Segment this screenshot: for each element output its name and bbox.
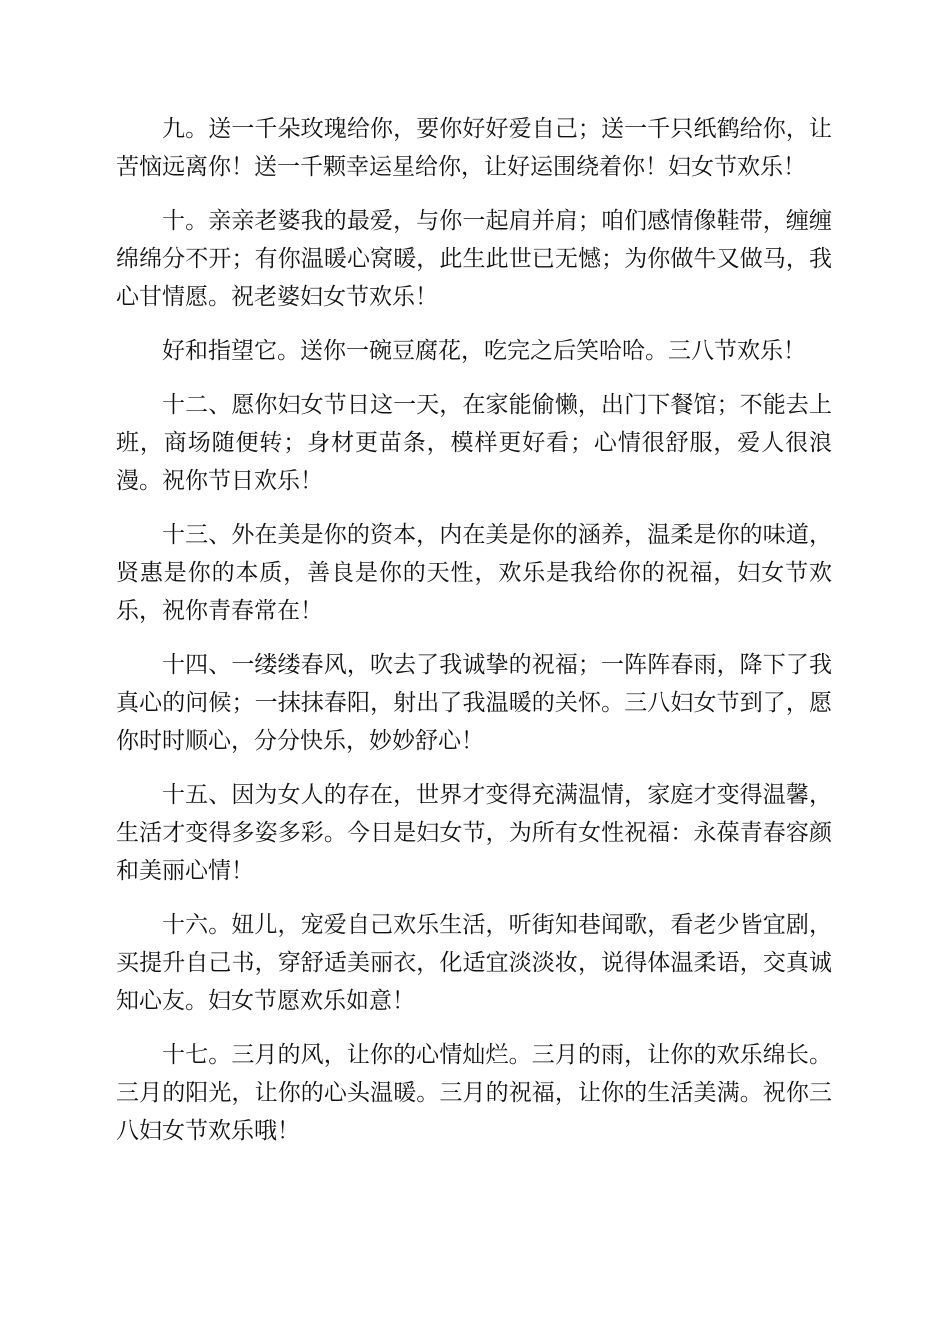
paragraph: 十。亲亲老婆我的最爱，与你一起肩并肩；咱们感情像鞋带，缠缠绵绵分不开；有你温暖心窝暖，此生此世已无憾；为你做牛又做马，我心甘情愿。祝老婆妇女节欢乐！ xyxy=(116,208,832,310)
paragraph: 十四、一缕缕春风，吹去了我诚挚的祝福；一阵阵春雨，降下了我真心的问候；一抹抹春阳，射出了我温暖的关怀。三八妇女节到了，愿你时时顺心，分分快乐，妙妙舒心！ xyxy=(116,652,832,754)
paragraph: 好和指望它。送你一碗豆腐花，吃完之后笑哈哈。三八节欢乐！ xyxy=(162,338,806,364)
paragraph: 九。送一千朵玫瑰给你，要你好好爱自己；送一千只纸鹤给你，让苦恼远离你！送一千颗幸运星给你，让好运围绕着你！妇女节欢乐！ xyxy=(116,116,832,180)
paragraph: 十三、外在美是你的资本，内在美是你的涵养，温柔是你的味道，贤惠是你的本质，善良是你的天性，欢乐是我给你的祝福，妇女节欢乐，祝你青春常在！ xyxy=(116,522,832,624)
document-body xyxy=(116,110,832,1166)
paragraph: 十二、愿你妇女节日这一天，在家能偷懒，出门下餐馆；不能去上班，商场随便转；身材更苗条，模样更好看；心情很舒服，爱人很浪漫。祝你节日欢乐！ xyxy=(116,392,832,494)
paragraph: 十五、因为女人的存在，世界才变得充满温情，家庭才变得温馨，生活才变得多姿多彩。今日是妇女节，为所有女性祝福：永葆青春容颜和美丽心情！ xyxy=(116,782,832,884)
paragraph: 十七。三月的风，让你的心情灿烂。三月的雨，让你的欢乐绵长。三月的阳光，让你的心头温暖。三月的祝福，让你的生活美满。祝你三八妇女节欢乐哦！ xyxy=(116,1042,832,1144)
paragraph: 十六。妞儿，宠爱自己欢乐生活，听街知巷闻歌，看老少皆宜剧，买提升自己书，穿舒适美丽衣，化适宜淡淡妆，说得体温柔语，交真诚知心友。妇女节愿欢乐如意！ xyxy=(116,912,832,1014)
